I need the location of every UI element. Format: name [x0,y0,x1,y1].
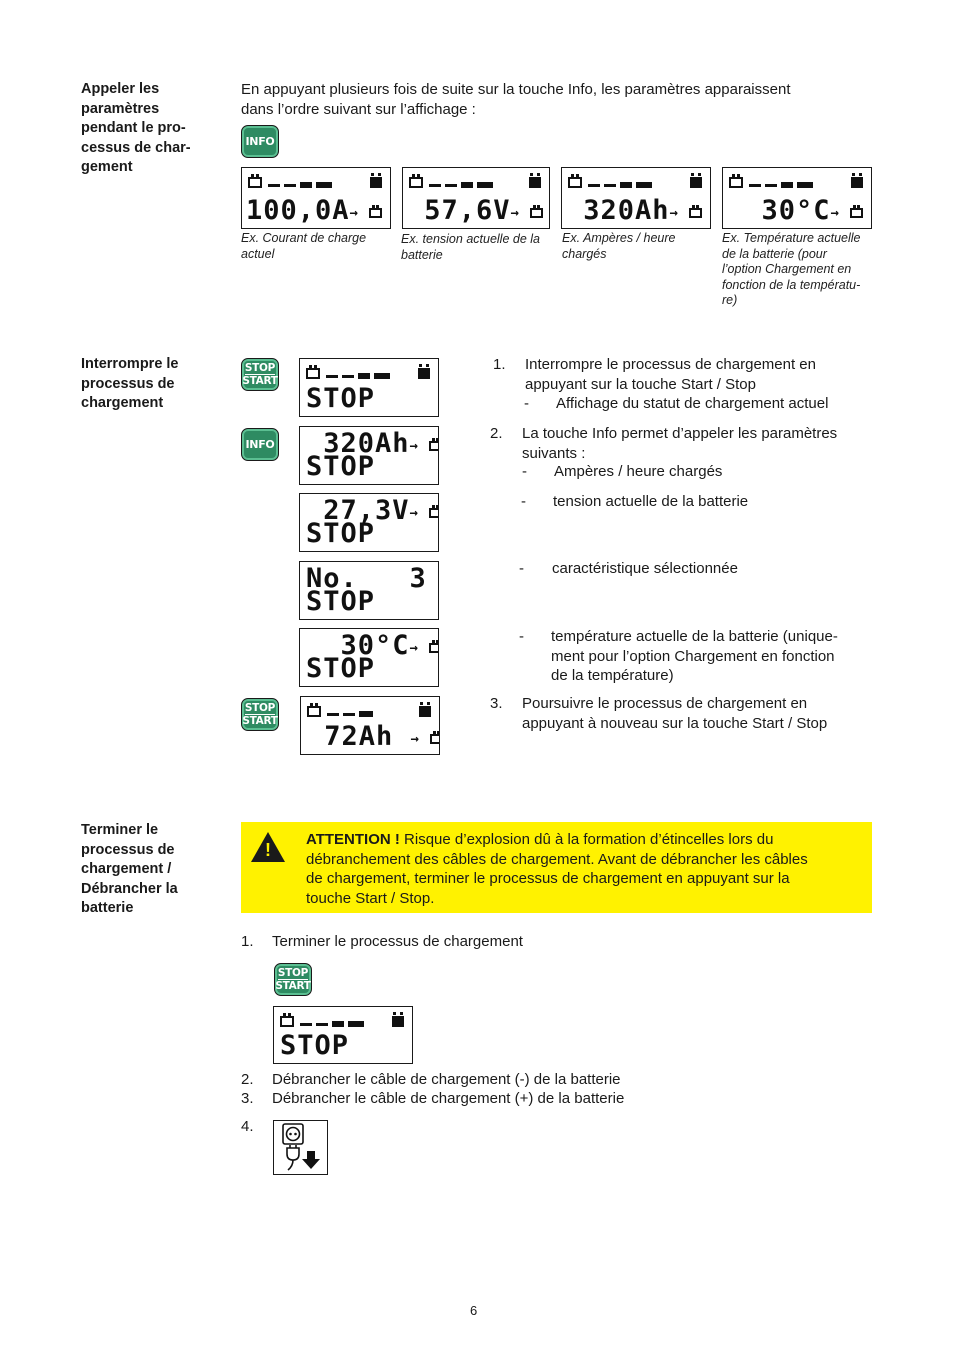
unplug-icon [274,1121,327,1174]
arrow-battery-icon: → [410,435,439,455]
step-text: La touche Info permet d’appeler les paramètres suivants : [522,425,838,462]
lcd-stop-characteristic [299,561,439,620]
arrow-battery-icon: → [411,728,440,748]
lcd-value: 320Ah [566,195,670,226]
section1-intro: En appuyant plusieurs fois de suite sur la touche Info, les paramètres apparaissent dans l’ordre suivant sur l’affichage : [241,81,791,118]
lcd-stop-text: STOP [280,1030,350,1061]
step-text: Terminer le processus de chargement [272,933,523,950]
bullet-text: caractéristique sélectionnée [552,560,738,577]
battery-icon [729,177,743,188]
bullet-text: Ampères / heure chargés [554,463,723,480]
section-heading-interrupt: Interrompre le processus de chargement [81,356,179,411]
lcd-status-bar [568,174,702,190]
step-number: 3. [241,1090,254,1107]
battery-icon [851,177,863,188]
lcd-status-bar [307,703,431,719]
battery-icon [307,706,321,717]
battery-icon [419,706,431,717]
lcd-value: 72Ah [307,721,394,752]
battery-icon [280,1016,294,1027]
arrow-battery-icon: → [831,202,863,222]
lcd-stop-temperature [299,628,439,687]
step-text: Débrancher le câble de chargement (+) de la batterie [272,1090,625,1107]
caption-temperature: Ex. Température actuelle de la batterie (pour l’option Chargement en fonction de la températu- re) [722,231,861,307]
step-number: 2. [490,425,503,442]
battery-icon [248,177,262,188]
page-number: 6 [470,1303,478,1318]
step-text: Débrancher le câble de chargement (-) de la batterie [272,1071,621,1088]
battery-icon [529,177,541,188]
lcd-stop-text: STOP [306,451,376,482]
step-number: 1. [241,933,254,950]
battery-icon [418,368,430,379]
lcd-stop-voltage [299,493,439,552]
lcd-value: No. 3 [306,563,427,594]
bullet-text: température actuelle de la batterie (unique- ment pour l’option Chargement en fonction de la température) [551,628,838,684]
warning-text: ATTENTION ! Risque d’explosion dû à la formation d’étincelles lors du débranchement des câbles de chargement. Avant de débrancher les câbles de chargement, terminer le processus de chargement en appuyant sur la touche Start / Stop. [306,831,808,907]
lcd-resume-charging [300,696,440,755]
lcd-stop-text: STOP [306,653,376,684]
arrow-battery-icon: → [670,202,702,222]
battery-icon [568,177,582,188]
lcd-value: 30°C [306,630,410,661]
lcd-display-voltage [402,167,550,229]
lcd-stop-text: STOP [306,518,376,549]
lcd-status-bar [280,1013,404,1029]
section-heading-terminate: Terminer le processus de chargement / Débrancher la batterie [81,822,178,916]
section-heading-call-parameters: Appeler les paramètres pendant le pro- cessus de char- gement [81,81,191,175]
lcd-terminate-stop [273,1006,413,1064]
lcd-stop-text: STOP [306,586,376,617]
stop-start-button-icon: STOP START [241,698,279,731]
unplug-icon [273,1120,328,1175]
step-number: 3. [490,695,503,712]
lcd-stop-amphours [299,426,439,485]
lcd-display-current [241,167,391,229]
battery-icon [392,1016,404,1027]
lcd-value: 320Ah [306,428,410,459]
battery-icon [370,177,382,188]
info-button-icon: INFO [241,125,279,158]
caption-voltage: Ex. tension actuelle de la batterie [401,232,540,262]
step-text: Interrompre le processus de chargement en appuyant sur la touche Start / Stop [525,356,816,393]
arrow-battery-icon: → [511,202,543,222]
step-number: 1. [493,356,506,373]
battery-icon [409,177,423,188]
lcd-status-bar [729,174,863,190]
lcd-value: 100,0A [246,195,350,226]
step-number: 4. [241,1118,254,1135]
lcd-stop-text: STOP [306,383,376,414]
lcd-value: 30°C [727,195,831,226]
arrow-battery-icon: → [410,637,439,657]
lcd-status-bar [248,174,382,190]
caption-amphours: Ex. Ampères / heure chargés [562,231,676,261]
lcd-value: 57,6V [407,195,511,226]
arrow-battery-icon: → [350,202,382,222]
step-text: Poursuivre le processus de chargement en appuyant à nouveau sur la touche Start / Stop [522,695,828,732]
warning-box: ! ATTENTION ! Risque d’explosion dû à la formation d’étincelles lors du débranchement des câbles de chargement. Avant de débrancher les câbles de chargement, terminer le processus de chargement en appuyant sur la touche Start / Stop. [241,822,872,913]
info-button-icon: INFO [241,428,279,461]
stop-start-button-icon: STOP START [274,963,312,996]
lcd-status-bar [306,365,430,381]
arrow-battery-icon: → [410,502,439,522]
bullet-text: tension actuelle de la batterie [553,493,749,510]
lcd-display-temperature [722,167,872,229]
battery-icon [690,177,702,188]
lcd-stop-status [299,358,439,417]
lcd-value: 27,3V [306,495,410,526]
caption-current: Ex. Courant de charge actuel [241,231,367,261]
lcd-status-bar [409,174,541,190]
bullet-text: Affichage du statut de chargement actuel [556,395,829,412]
step-number: 2. [241,1071,254,1088]
lcd-display-amphours [561,167,711,229]
stop-start-button-icon: STOP START [241,358,279,391]
battery-icon [306,368,320,379]
